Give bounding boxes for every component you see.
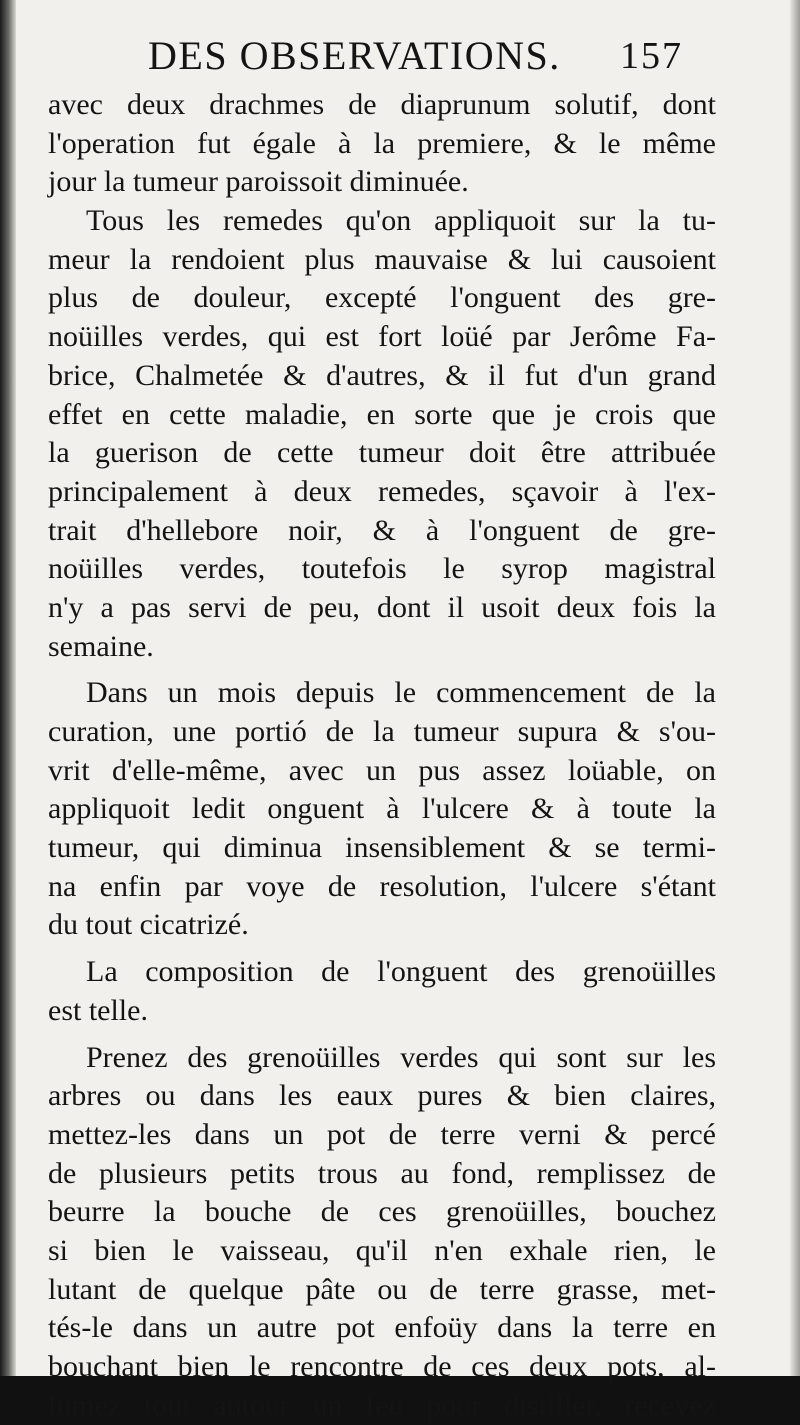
text-line: La composition de l'onguent des grenoüilles	[48, 953, 716, 992]
text-line: Prenez des grenoüilles verdes qui sont sur les	[48, 1039, 716, 1078]
text-line: semaine.	[48, 628, 716, 667]
page-number: 157	[620, 34, 683, 78]
text-line: bouchant bien le rencontre de ces deux pots, al-	[48, 1348, 716, 1387]
text-line: principalement à deux remedes, sçavoir à l'ex-	[48, 473, 716, 512]
page-edge	[790, 0, 800, 1376]
text-line: noüilles verdes, toutefois le syrop magistral	[48, 550, 716, 589]
text-line: lumez tout autour un feu pour distiller, recevez	[48, 1387, 716, 1425]
running-title: DES OBSERVATIONS.	[148, 32, 561, 79]
paragraph-4	[48, 953, 716, 1030]
page-body	[48, 30, 716, 1425]
paragraph-5	[48, 1039, 716, 1425]
text-line: est telle.	[48, 992, 716, 1031]
text-line: tumeur, qui diminua insensiblement & se termi-	[48, 829, 716, 868]
text-line: jour la tumeur paroissoit diminuée.	[48, 163, 716, 202]
text-line: noüilles verdes, qui est fort loüé par Jerôme Fa-	[48, 318, 716, 357]
paragraph-1	[48, 86, 716, 202]
text-line: n'y a pas servi de peu, dont il usoit deux fois la	[48, 589, 716, 628]
text-line: lutant de quelque pâte ou de terre grasse, met-	[48, 1271, 716, 1310]
text-line: de plusieurs petits trous au fond, remplissez de	[48, 1155, 716, 1194]
text-line: tés-le dans un autre pot enfoüy dans la terre en	[48, 1309, 716, 1348]
text-line: na enfin par voye de resolution, l'ulcere s'étant	[48, 868, 716, 907]
text-line: Dans un mois depuis le commencement de la	[48, 674, 716, 713]
page-header	[48, 30, 716, 86]
text-line: curation, une portió de la tumeur supura & s'ou-	[48, 713, 716, 752]
text-line: avec deux drachmes de diaprunum solutif, dont	[48, 86, 716, 125]
text-line: Tous les remedes qu'on appliquoit sur la tu-	[48, 202, 716, 241]
text-line: arbres ou dans les eaux pures & bien claires,	[48, 1077, 716, 1116]
text-line: brice, Chalmetée & d'autres, & il fut d'un grand	[48, 357, 716, 396]
text-line: du tout cicatrizé.	[48, 906, 716, 945]
text-line: vrit d'elle-même, avec un pus assez loüable, on	[48, 752, 716, 791]
text-line: plus de douleur, excepté l'onguent des gre-	[48, 279, 716, 318]
text-line: beurre la bouche de ces grenoüilles, bouchez	[48, 1193, 716, 1232]
text-line: la guerison de cette tumeur doit être attribuée	[48, 434, 716, 473]
text-line: l'operation fut égale à la premiere, & le même	[48, 125, 716, 164]
binding-shadow	[0, 0, 16, 1376]
text-line: appliquoit ledit onguent à l'ulcere & à toute la	[48, 790, 716, 829]
text-line: meur la rendoient plus mauvaise & lui causoient	[48, 241, 716, 280]
text-line: trait d'hellebore noir, & à l'onguent de gre-	[48, 512, 716, 551]
text-line: si bien le vaisseau, qu'il n'en exhale rien, le	[48, 1232, 716, 1271]
text-line: mettez-les dans un pot de terre verni & percé	[48, 1116, 716, 1155]
text-line: effet en cette maladie, en sorte que je crois que	[48, 396, 716, 435]
paragraph-2	[48, 202, 716, 666]
paragraph-3	[48, 674, 716, 945]
